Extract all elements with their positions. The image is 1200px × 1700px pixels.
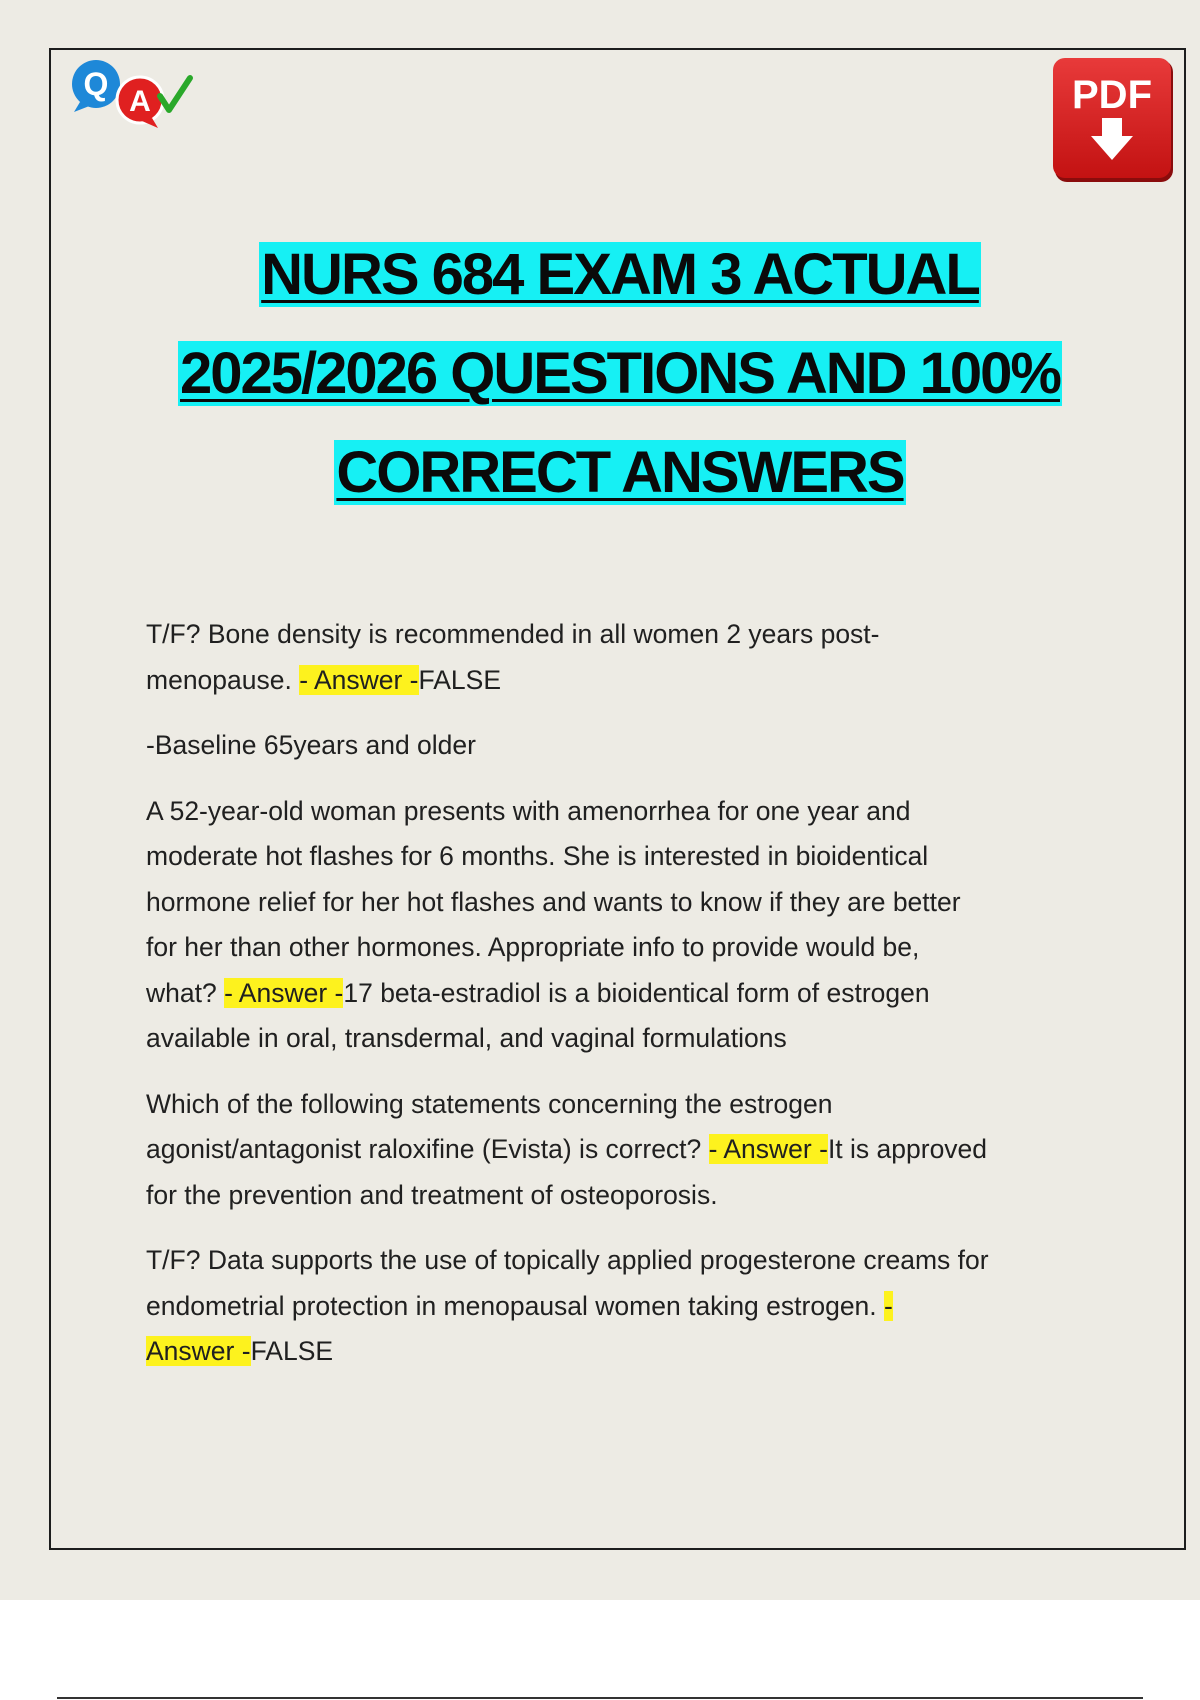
answer-text: available in oral, transdermal, and vaginal formulations: [146, 1023, 787, 1053]
checkmark-icon: [160, 78, 190, 110]
answer-text: 17 beta-estradiol is a bioidentical form of estrogen: [343, 977, 930, 1008]
pdf-label: PDF: [1072, 73, 1152, 117]
document-title: [100, 240, 1140, 537]
answer-marker: - Answer -: [299, 664, 419, 695]
question-text: Which of the following statements concerning the estrogen: [146, 1088, 833, 1119]
qa-item-2: [146, 789, 1101, 1062]
qa-check-logo-icon: [70, 58, 195, 133]
answer-text: FALSE: [250, 1336, 334, 1366]
answer-marker: - Answer -: [708, 1134, 828, 1164]
question-text: menopause.: [146, 664, 300, 695]
q-bubble-icon: [72, 60, 120, 112]
question-text: for her than other hormones. Appropriate info to provide would be,: [146, 932, 920, 962]
q-letter: Q: [83, 66, 109, 102]
question-text: T/F? Bone density is recommended in all women 2 years post-: [146, 619, 880, 649]
question-text: agonist/antagonist raloxifine (Evista) is correct?: [146, 1134, 709, 1164]
qa-item-1: [146, 612, 1101, 703]
footer-divider: [57, 1697, 1143, 1699]
a-bubble-icon: [117, 77, 163, 128]
qa-item-4: [146, 1238, 1101, 1375]
qa-note: [146, 723, 1101, 769]
question-text: hormone relief for her hot flashes and wants to know if they are better: [146, 886, 961, 917]
question-text: A 52-year-old woman presents with amenorrhea for one year and: [146, 795, 911, 826]
answer-text: It is approved: [827, 1134, 988, 1164]
answer-marker: -: [884, 1290, 893, 1321]
title-line-3: CORRECT ANSWERS: [336, 440, 904, 505]
answer-marker: Answer -: [146, 1336, 251, 1366]
answer-text: for the prevention and treatment of osteoporosis.: [146, 1179, 718, 1210]
title-line-1: NURS 684 EXAM 3 ACTUAL: [261, 242, 979, 307]
answer-text: FALSE: [418, 664, 501, 695]
pdf-download-icon: [1051, 56, 1177, 186]
question-text: moderate hot flashes for 6 months. She is interested in bioidentical: [146, 841, 929, 871]
question-text: what?: [146, 977, 225, 1008]
question-text: T/F? Data supports the use of topically applied progesterone creams for: [146, 1245, 989, 1275]
a-letter: A: [129, 85, 151, 118]
qa-content: [146, 612, 1101, 1395]
answer-marker: - Answer -: [224, 977, 344, 1008]
question-text: endometrial protection in menopausal women taking estrogen.: [146, 1290, 885, 1321]
qa-item-3: [146, 1082, 1101, 1219]
note-text: -Baseline 65years and older: [146, 730, 476, 760]
title-line-2: 2025/2026 QUESTIONS AND 100%: [180, 341, 1060, 406]
